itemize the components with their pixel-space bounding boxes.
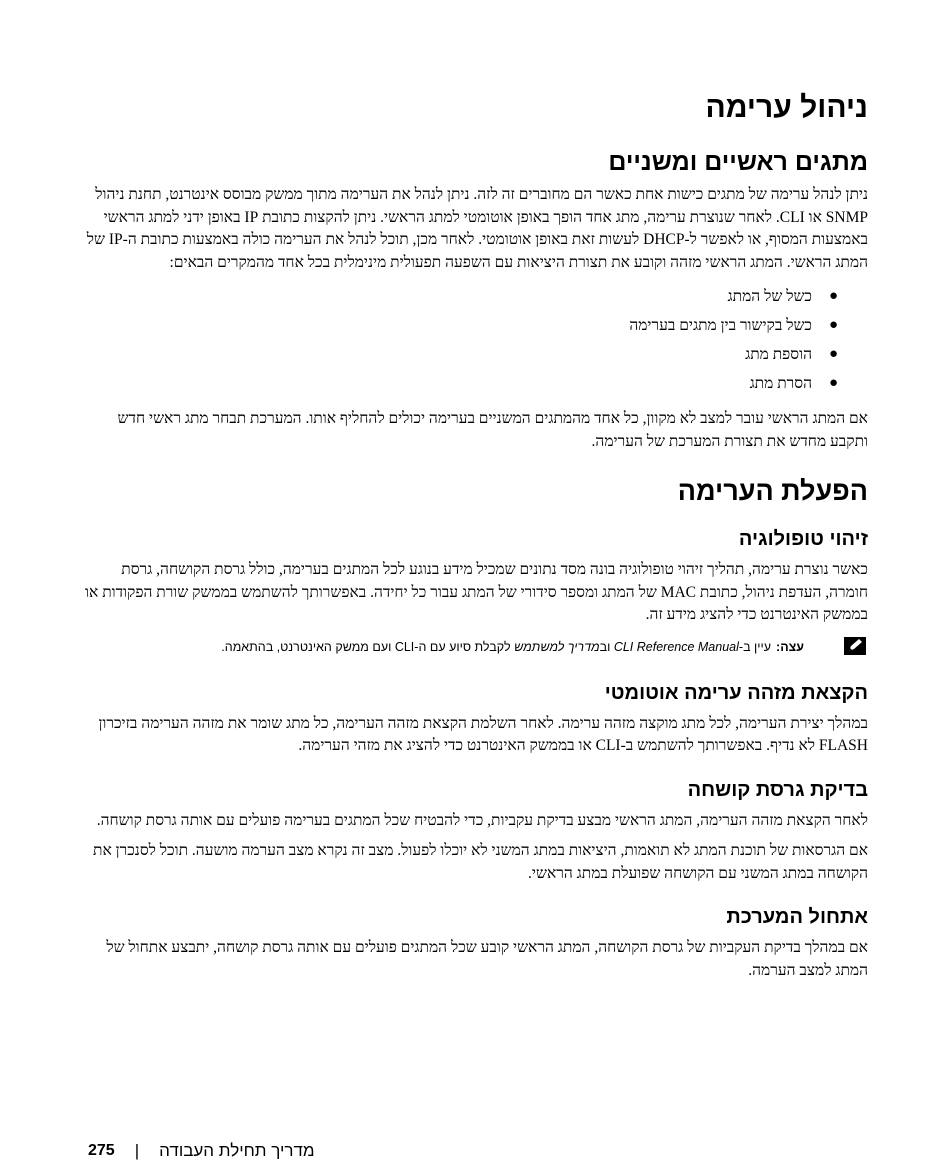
subsection-heading-firmware: בדיקת גרסת קושחה <box>687 778 868 801</box>
section-heading-master-slave: מתגים ראשיים ומשניים <box>608 148 868 176</box>
section-heading-stack-operation: הפעלת הערימה <box>677 476 868 506</box>
footer-separator: | <box>134 1141 140 1160</box>
bullet-icon: ● <box>828 375 838 391</box>
note-label: עצה: <box>776 639 804 654</box>
note-text: לקבלת סיוע עם ה-CLI ועם ממשק האינטרנט, בהתאמה. <box>221 639 515 654</box>
list-item: ● הוספת מתג <box>85 340 868 369</box>
document-page <box>85 88 868 982</box>
page-footer <box>88 1139 315 1163</box>
section-paragraph: כאשר נוצרת ערימה, תהליך זיהוי טופולוגיה בונה מסד נתונים שמכיל מידע בנוגע לכל המתגים בערימה, כולל גרסת הקושחה, גרסת חומרה, העדפת ניהול, כתובת MAC של המתג ומספר סידורי של המתג עבור כל יחידה. באפשרותך להשתמש בממשק שורת הפקודות או בממשק האינטרנט כדי להציג מידע זה. <box>85 561 868 623</box>
footer-title: מדריך תחילת העבודה <box>159 1141 315 1160</box>
section-paragraph: אם המתג הראשי עובר למצב לא מקוון, כל אחד מהמתגים המשניים בערימה יכולים להחליף אותו. המערכת תבחר מתג ראשי חדש ותקבע מחדש את תצורת המערכת של הערימה. <box>117 410 868 450</box>
section-paragraph: אם במהלך בדיקת העקביות של גרסת הקושחה, המתג הראשי קובע שכל המתגים פועלים עם אותה גרסת קושחה, יתבצע אתחול של המתג למצב הערמה. <box>106 939 868 979</box>
list-item: ● כשל של המתג <box>85 282 868 311</box>
bullet-icon: ● <box>828 288 838 304</box>
list-item: ● כשל בקישור בין מתגים בערימה <box>85 311 868 340</box>
note-guide-title: מדריך למשתמש <box>514 639 600 654</box>
section-paragraph: לאחר הקצאת מזהה הערימה, המתג הראשי מבצע בדיקת עקביות, כדי להבטיח שכל המתגים בערימה פועלים עם אותה גרסת קושחה. <box>96 811 868 829</box>
list-item: ● הסרת מתג <box>85 369 868 398</box>
bullet-icon: ● <box>828 317 838 333</box>
note-manual-title: CLI Reference Manual <box>613 639 739 654</box>
page-title: ניהול ערימה <box>705 91 868 124</box>
subsection-heading-auto-id: הקצאת מזהה ערימה אוטומטי <box>604 681 868 704</box>
bullet-list <box>85 282 868 398</box>
subsection-heading-init: אתחול המערכת <box>726 906 868 928</box>
note-pencil-icon <box>844 637 866 655</box>
section-paragraph: אם הגרסאות של תוכנת המתג לא תואמות, היציאות במתג המשני לא יוכלו לפעול. מצב זה נקרא מצב הערמה מושעה. תוכל לסנכרן את הקושחה במתג המשני עם הקושחה שפועלת במתג הראשי. <box>93 842 868 882</box>
note-text: עיין ב- <box>738 639 772 654</box>
note-box <box>85 637 868 657</box>
section-paragraph: במהלך יצירת הערימה, לכל מתג מוקצה מזהה ערימה. לאחר השלמת הקצאת מזהה הערימה, כל מתג שומר את מזהה הערימה בזיכרון FLASH לא נדיף. באפשרותך להשתמש ב-CLI או בממשק האינטרנט כדי להציג את מזהי הערימה. <box>98 714 868 754</box>
bullet-icon: ● <box>828 346 838 362</box>
subsection-heading-topology: זיהוי טופולוגיה <box>738 528 868 550</box>
note-text: וב <box>599 639 614 654</box>
section-paragraph: ניתן לנהל ערימה של מתגים כישות אחת כאשר הם מחוברים זה לזה. ניתן לנהל את הערימה מתוך ממשק מבוסס אינטרנט, תחנת ניהול SNMP או CLI. לאחר שנוצרת ערימה, מתג אחד הופך באופן אוטומטי למתג הראשי. ניתן להקצות כתובת IP באופן ידני למתג הראשי באמצעות המסוף, או לאפשר ל-DHCP לעשות זאת באופן אוטומטי. לאחר מכן, תוכל לנהל את הערימה כולה באמצעות כתובת ה-IP של המתג הראשי. המתג הראשי מזהה וקובע את תצורת היציאות עם השפעה תפעולית מינימלית בכל אחד מהמקרים הבאים: <box>86 186 868 271</box>
page-number: 275 <box>88 1142 115 1159</box>
